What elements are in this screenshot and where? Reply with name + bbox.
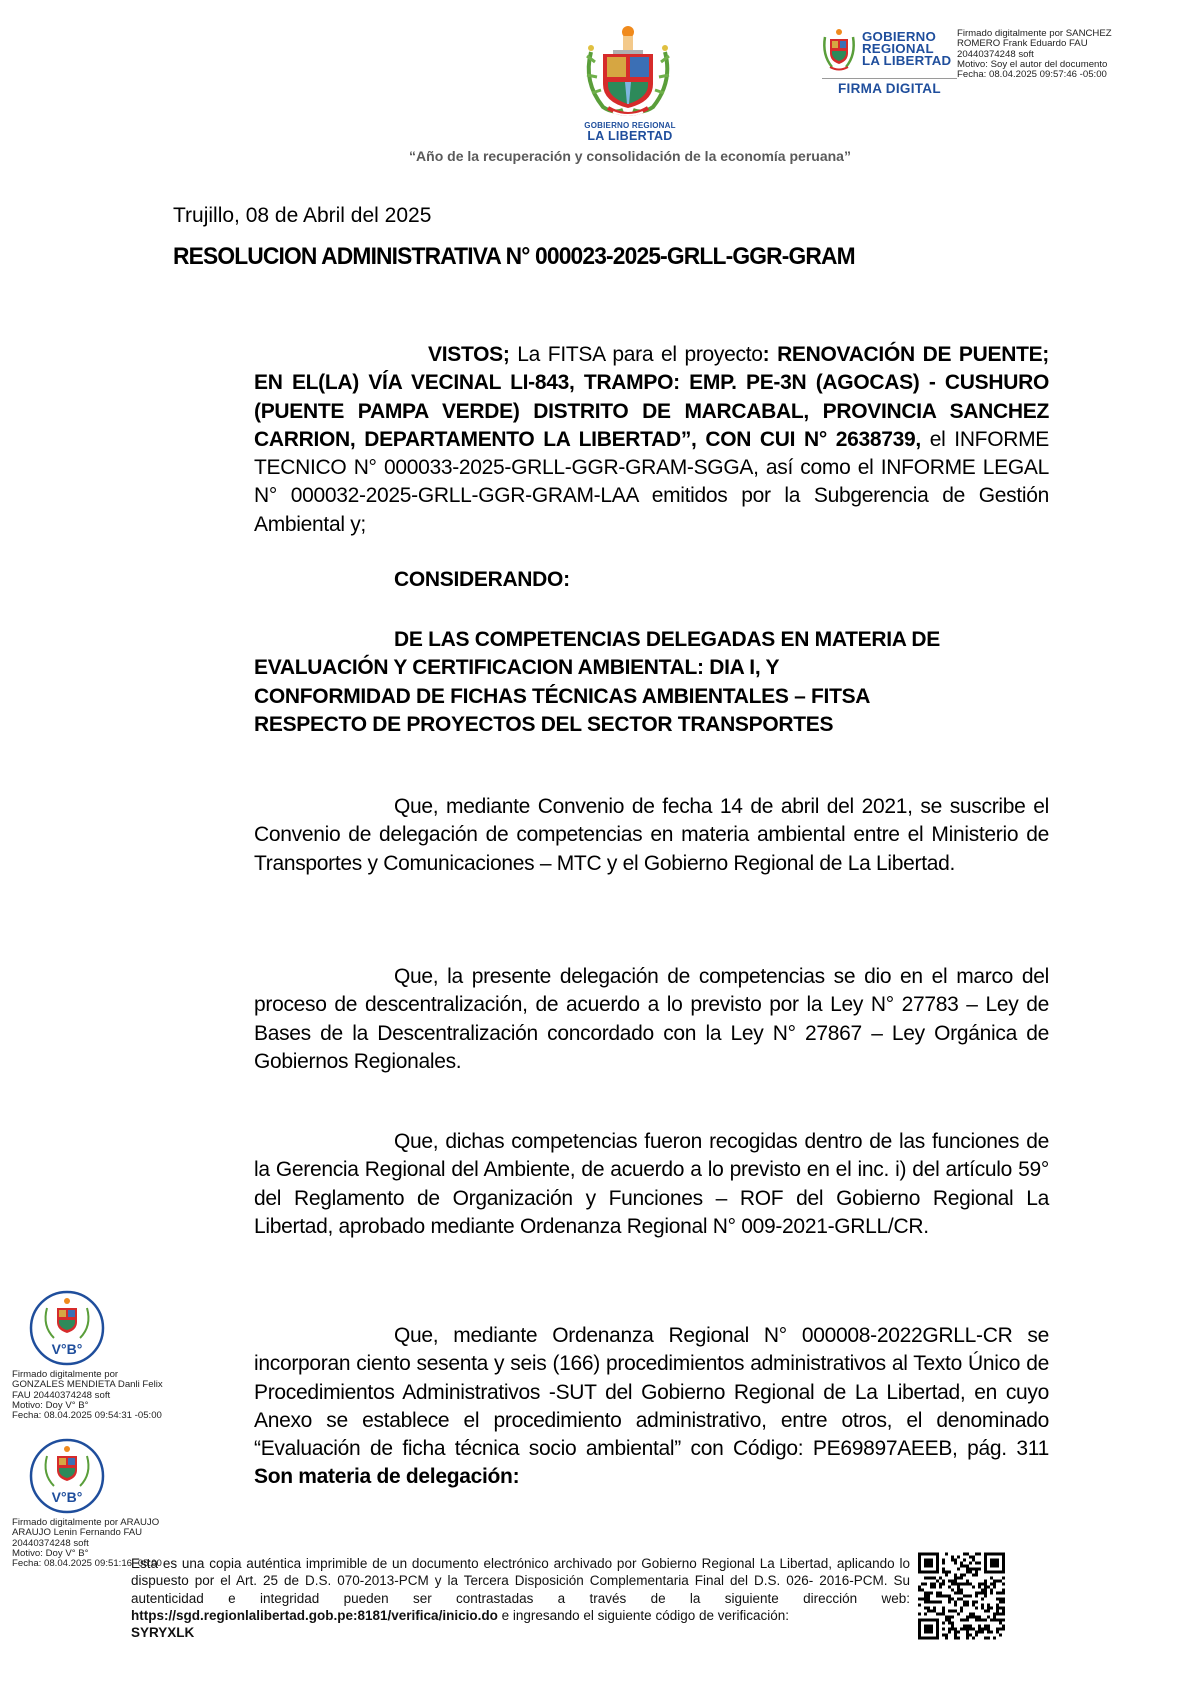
footer-text: e ingresando el siguiente código de verificación: bbox=[497, 1607, 790, 1623]
signature-line: Fecha: 08.04.2025 09:54:31 -05:00 bbox=[12, 1410, 162, 1422]
verification-code: SYRYXLK bbox=[131, 1625, 195, 1641]
document-title: RESOLUCION ADMINISTRATIVA N° 000023-2025-GRLL-GGR-GRAM bbox=[173, 243, 855, 270]
signature-line: Fecha: 08.04.2025 09:57:46 -05:00 bbox=[957, 69, 1107, 81]
signature-line: Fecha: 08.04.2025 09:51:16 -05:00 bbox=[12, 1558, 162, 1570]
signature-line: ARAUJO Lenin Fernando FAU bbox=[12, 1527, 143, 1539]
vobo-label: V°B° bbox=[51, 1489, 83, 1505]
crest-line-2: LA LIBERTAD bbox=[587, 129, 673, 143]
logo-line: GOBIERNO bbox=[862, 29, 936, 44]
gobierno-regional-crest-icon bbox=[573, 22, 683, 122]
vistos-text: La FITSA para el proyecto bbox=[509, 343, 763, 366]
considerando-label: CONSIDERANDO: bbox=[394, 568, 570, 591]
verification-link[interactable]: https://sgd.regionlalibertad.gob.pe:8181/verifica/inicio.do bbox=[131, 1607, 498, 1623]
vobo-signature-info bbox=[12, 1370, 163, 1421]
footer-text: Esta es una copia auténtica imprimible de un documento electrónico archivado por Gobierno Regional La Libertad, aplicando lo dispuesto por el Art. 25 de D.S. 070-2013-PCM y la Tercera Disposición Complementaria Final del D.S. 026- 2016-PCM. Su autenticidad e integridad pueden ser contrastadas a través de la siguiente dirección web: bbox=[131, 1556, 910, 1606]
stamp-divider bbox=[822, 78, 957, 79]
authenticity-footer bbox=[131, 1555, 910, 1641]
logo-line: LA LIBERTAD bbox=[862, 53, 952, 68]
considerando-heading bbox=[254, 566, 1049, 594]
paragraph-convenio bbox=[254, 793, 1049, 878]
signature-line: Firmado digitalmente por bbox=[12, 1369, 119, 1380]
firma-digital-crest-icon bbox=[820, 27, 858, 73]
document-date: Trujillo, 08 de Abril del 2025 bbox=[173, 204, 432, 227]
vistos-reports: el INFORME TECNICO N° 000033-2025-GRLL-GGR-GRAM-SGGA, así como el INFORME LEGAL N° 000032-2025-GRLL-GGR-GRAM-LAA emitidos por la Subgerencia de Gestión Ambiental y; bbox=[254, 427, 1050, 536]
vistos-project: : RENOVACIÓN DE PUENTE; EN EL(LA) VÍA VECINAL LI-843, TRAMPO: EMP. PE-3N (AGOCAS) - CUSHURO (PUENTE PAMPA VERDE) DISTRITO DE MARCABAL, PROVINCIA SANCHEZ CARRION, DEPARTAMENTO LA LIBERTAD”, CON CUI N° 2638739, bbox=[254, 343, 1050, 451]
signature-line: Motivo: Soy el autor del documento bbox=[957, 58, 1108, 70]
signature-line: Motivo: Doy V° B° bbox=[12, 1547, 89, 1559]
section-heading-line: RESPECTO DE PROYECTOS DEL SECTOR TRANSPORTES bbox=[254, 712, 834, 736]
signature-line: 20440374248 soft bbox=[12, 1537, 89, 1549]
signature-line: GONZALES MENDIETA Danli Felix bbox=[12, 1379, 163, 1391]
paragraph-descentralizacion bbox=[254, 963, 1049, 1076]
signature-line: Firmado digitalmente por SANCHEZ bbox=[957, 28, 1112, 39]
section-heading-line: CONFORMIDAD DE FICHAS TÉCNICAS AMBIENTALES – FITSA bbox=[254, 684, 871, 708]
paragraph-bold: Son materia de delegación: bbox=[254, 1465, 520, 1489]
section-heading-line: DE LAS COMPETENCIAS DELEGADAS EN MATERIA DE bbox=[394, 628, 940, 651]
section-heading-line: EVALUACIÓN Y CERTIFICACION AMBIENTAL: DIA I, Y bbox=[254, 656, 780, 680]
paragraph-text: Que, mediante Ordenanza Regional N° 000008-2022GRLL-CR se incorporan ciento sesenta y seis (166) procedimientos administrativos al Texto Único de Procedimientos Administrativos -SUT del Gobierno Regional de La Libertad, en cuyo Anexo se establece el procedimiento administrativo, entre otros, el denominado “Evaluación de ficha técnica socio ambiental” con Código: PE69897AEEB, pág. 311 bbox=[254, 1324, 1049, 1461]
signature-line: FAU 20440374248 soft bbox=[12, 1389, 111, 1401]
firma-digital-signature-info bbox=[957, 29, 1112, 80]
firma-digital-title: FIRMA DIGITAL bbox=[838, 81, 941, 96]
paragraph-text: Que, la presente delegación de competencias se dio en el marco del proceso de descentralización, de acuerdo a lo previsto por la Ley N° 27783 – Ley de Bases de la Descentralización concordado con la Ley N° 27867 – Ley Orgánica de Gobiernos Regionales. bbox=[254, 965, 1049, 1073]
vobo-seal-icon bbox=[22, 1436, 112, 1516]
vobo-seal-icon bbox=[22, 1288, 112, 1368]
crest-line-1: GOBIERNO REGIONAL bbox=[584, 121, 676, 130]
vistos-paragraph bbox=[254, 341, 1049, 539]
paragraph-text: Que, mediante Convenio de fecha 14 de abril del 2021, se suscribe el Convenio de delegación de competencias en materia ambiental entre el Ministerio de Transportes y Comunicaciones – MTC y el Gobierno Regional de La Libertad. bbox=[254, 795, 1049, 875]
signature-line: 20440374248 soft bbox=[957, 48, 1034, 60]
paragraph-text: Que, dichas competencias fueron recogidas dentro de las funciones de la Gerencia Regional del Ambiente, de acuerdo a lo previsto en el inc. i) del artículo 59° del Reglamento de Organización y Funciones – ROF del Gobierno Regional La Libertad, aprobado mediante Ordenanza Regional N° 009-2021-GRLL/CR. bbox=[254, 1130, 1049, 1238]
section-heading bbox=[254, 626, 1049, 739]
paragraph-ordenanza bbox=[254, 1322, 1049, 1492]
signature-line: Motivo: Doy V° B° bbox=[12, 1399, 89, 1411]
qr-code-icon bbox=[918, 1552, 1005, 1640]
vistos-label: VISTOS; bbox=[428, 343, 510, 366]
year-motto: “Año de la recuperación y consolidación de la economía peruana” bbox=[409, 148, 851, 164]
signature-line: ROMERO Frank Eduardo FAU bbox=[957, 38, 1088, 50]
paragraph-rof bbox=[254, 1128, 1049, 1241]
firma-digital-logo-text bbox=[862, 31, 951, 67]
logo-line: REGIONAL bbox=[862, 41, 934, 56]
vobo-label: V°B° bbox=[51, 1341, 83, 1357]
signature-line: Firmado digitalmente por ARAUJO bbox=[12, 1517, 160, 1528]
